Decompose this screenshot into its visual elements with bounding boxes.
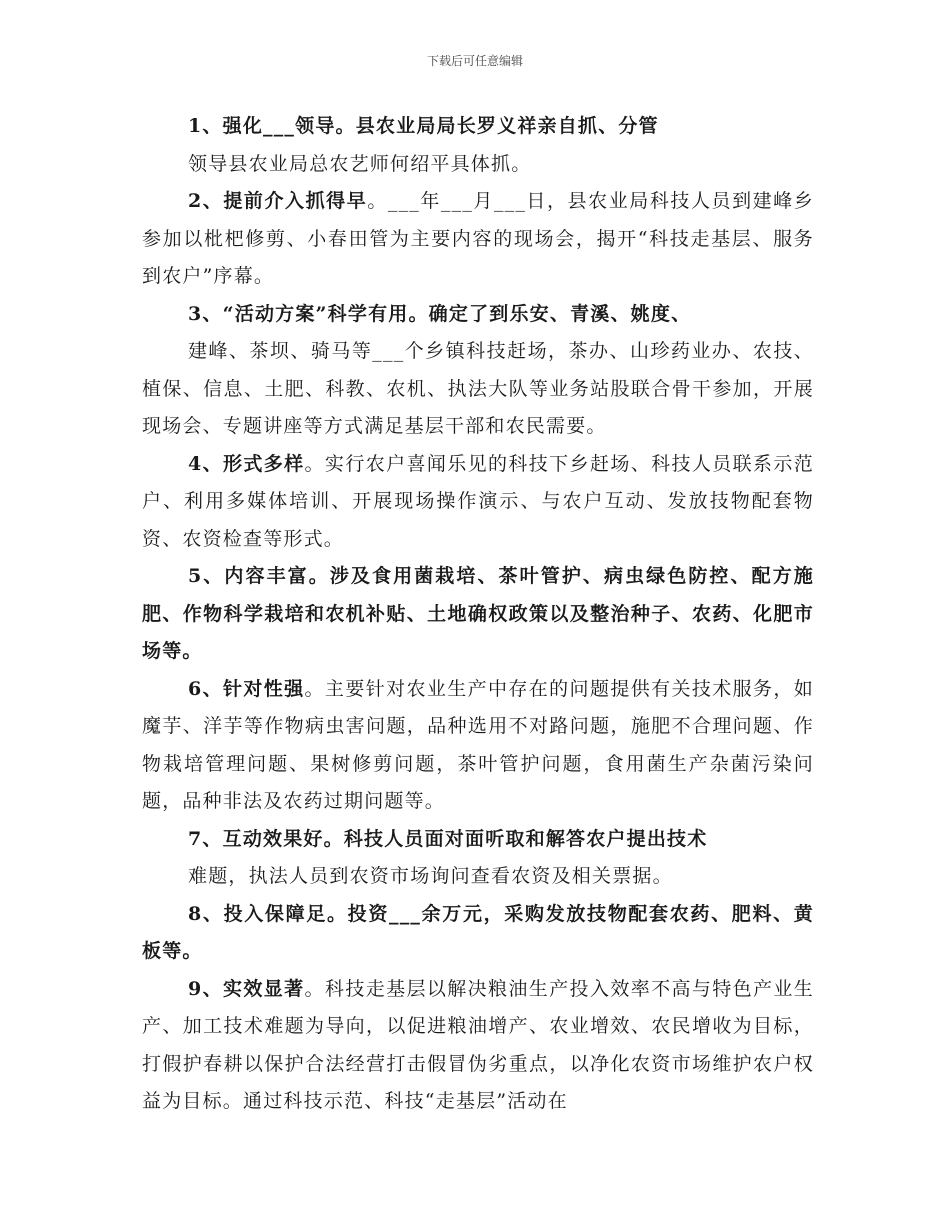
paragraph-9 — [142, 971, 814, 1121]
paragraph-body: 。科技走基层以解决粮油生产投入效率不高与特色产业生产、加工技术难题为导向，以促进粮油增产、农业增效、农民增收为目标，打假护春耕以保护合法经营打击假冒伪劣重点，以净化农资市场维护农户权益为目标。通过科技示范、科技“走基层”活动在 — [142, 977, 814, 1112]
paragraph-lead: 8、投入保障足。投资___余万元，采购发放技物配套农药、肥料、黄板等。 — [142, 902, 814, 962]
page-header: 下载后可任意编辑 — [426, 54, 523, 68]
paragraph-1 — [142, 108, 814, 146]
paragraph-lead: 6、针对性强 — [188, 677, 305, 700]
paragraph-7-continued — [142, 858, 814, 896]
paragraph-2 — [142, 183, 814, 296]
paragraph-body: 难题，执法人员到农资市场询问查看农资及相关票据。 — [188, 865, 673, 887]
paragraph-5 — [142, 558, 814, 671]
paragraph-lead: 7、互动效果好。科技人员面对面听取和解答农户提出技术 — [188, 827, 708, 850]
paragraph-7 — [142, 821, 814, 859]
paragraph-lead: 2、提前介入抓得早 — [188, 190, 368, 212]
paragraph-lead: 9、实效显著 — [188, 977, 305, 1000]
paragraph-6 — [142, 671, 814, 821]
paragraph-lead: 3、“活动方案”科学有用。确定了到乐安、青溪、姚度、 — [188, 302, 692, 325]
paragraph-body: 。___年___月___日，县农业局科技人员到建峰乡参加以枇杷修剪、小春田管为主要内容的现场会，揭开“科技走基层、服务到农户”序幕。 — [142, 190, 814, 287]
paragraph-1-continued — [142, 146, 814, 184]
paragraph-lead: 5、内容丰富。涉及食用菌栽培、茶叶管护、病虫绿色防控、配方施肥、作物科学栽培和农机补贴、土地确权政策以及整治种子、农药、化肥市场等。 — [142, 565, 814, 662]
paragraph-lead: 1、强化___领导。县农业局局长罗义祥亲自抓、分管 — [188, 115, 659, 137]
paragraph-lead: 4、形式多样 — [188, 452, 305, 475]
paragraph-3 — [142, 296, 814, 334]
paragraph-4 — [142, 446, 814, 559]
paragraph-body: 建峰、茶坝、骑马等___个乡镇科技赶场，茶办、山珍药业办、农技、植保、信息、土肥、科教、农机、执法大队等业务站股联合骨干参加，开展现场会、专题讲座等方式满足基层干部和农民需要。 — [142, 340, 814, 437]
document-body — [142, 108, 814, 1121]
paragraph-body: 领导县农业局总农艺师何绍平具体抓。 — [188, 152, 532, 175]
paragraph-body: 。主要针对农业生产中存在的问题提供有关技术服务，如魔芋、洋芋等作物病虫害问题，品种选用不对路问题，施肥不合理问题、作物栽培管理问题、果树修剪问题，茶叶管护问题，食用菌生产杂菌污染问题，品种非法及农药过期问题等。 — [142, 677, 814, 812]
paragraph-3-continued — [142, 333, 814, 446]
paragraph-body: 。实行农户喜闻乐见的科技下乡赶场、科技人员联系示范户、利用多媒体培训、开展现场操作演示、与农户互动、发放技物配套物资、农资检查等形式。 — [142, 452, 814, 550]
paragraph-8 — [142, 896, 814, 971]
